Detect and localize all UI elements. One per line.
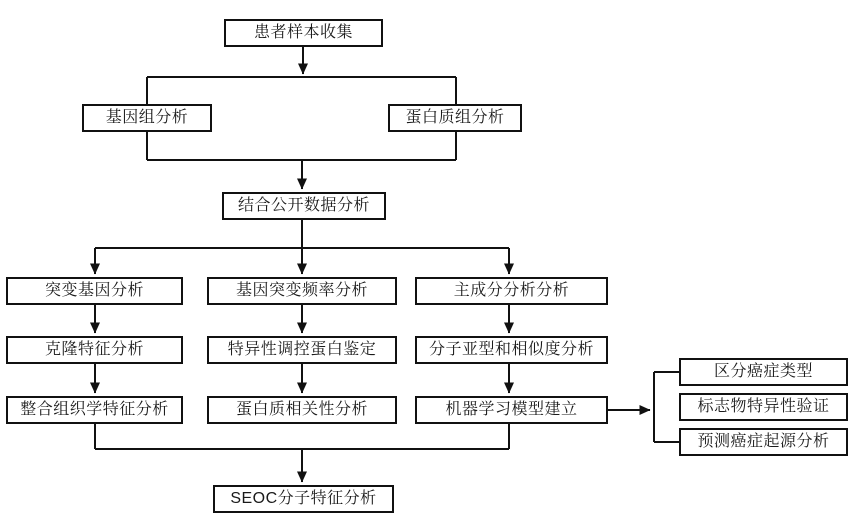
node-patient-sample: 患者样本收集	[224, 19, 383, 47]
node-genome-analysis: 基因组分析	[82, 104, 212, 132]
node-mutated-gene: 突变基因分析	[6, 277, 183, 305]
node-mutation-frequency: 基因突变频率分析	[207, 277, 397, 305]
node-subtype-similarity: 分子亚型和相似度分析	[415, 336, 608, 364]
node-regulatory-protein: 特异性调控蛋白鉴定	[207, 336, 397, 364]
node-proteome-analysis: 蛋白质组分析	[388, 104, 522, 132]
node-pca: 主成分分析分析	[415, 277, 608, 305]
node-origin-prediction: 预测癌症起源分析	[679, 428, 848, 456]
node-cancer-type: 区分癌症类型	[679, 358, 848, 386]
node-clonal-features: 克隆特征分析	[6, 336, 183, 364]
node-seoc: SEOC分子特征分析	[213, 485, 394, 513]
node-public-data: 结合公开数据分析	[222, 192, 386, 220]
node-ml-model: 机器学习模型建立	[415, 396, 608, 424]
node-marker-validation: 标志物特异性验证	[679, 393, 848, 421]
node-histology-features: 整合组织学特征分析	[6, 396, 183, 424]
node-protein-correlation: 蛋白质相关性分析	[207, 396, 397, 424]
